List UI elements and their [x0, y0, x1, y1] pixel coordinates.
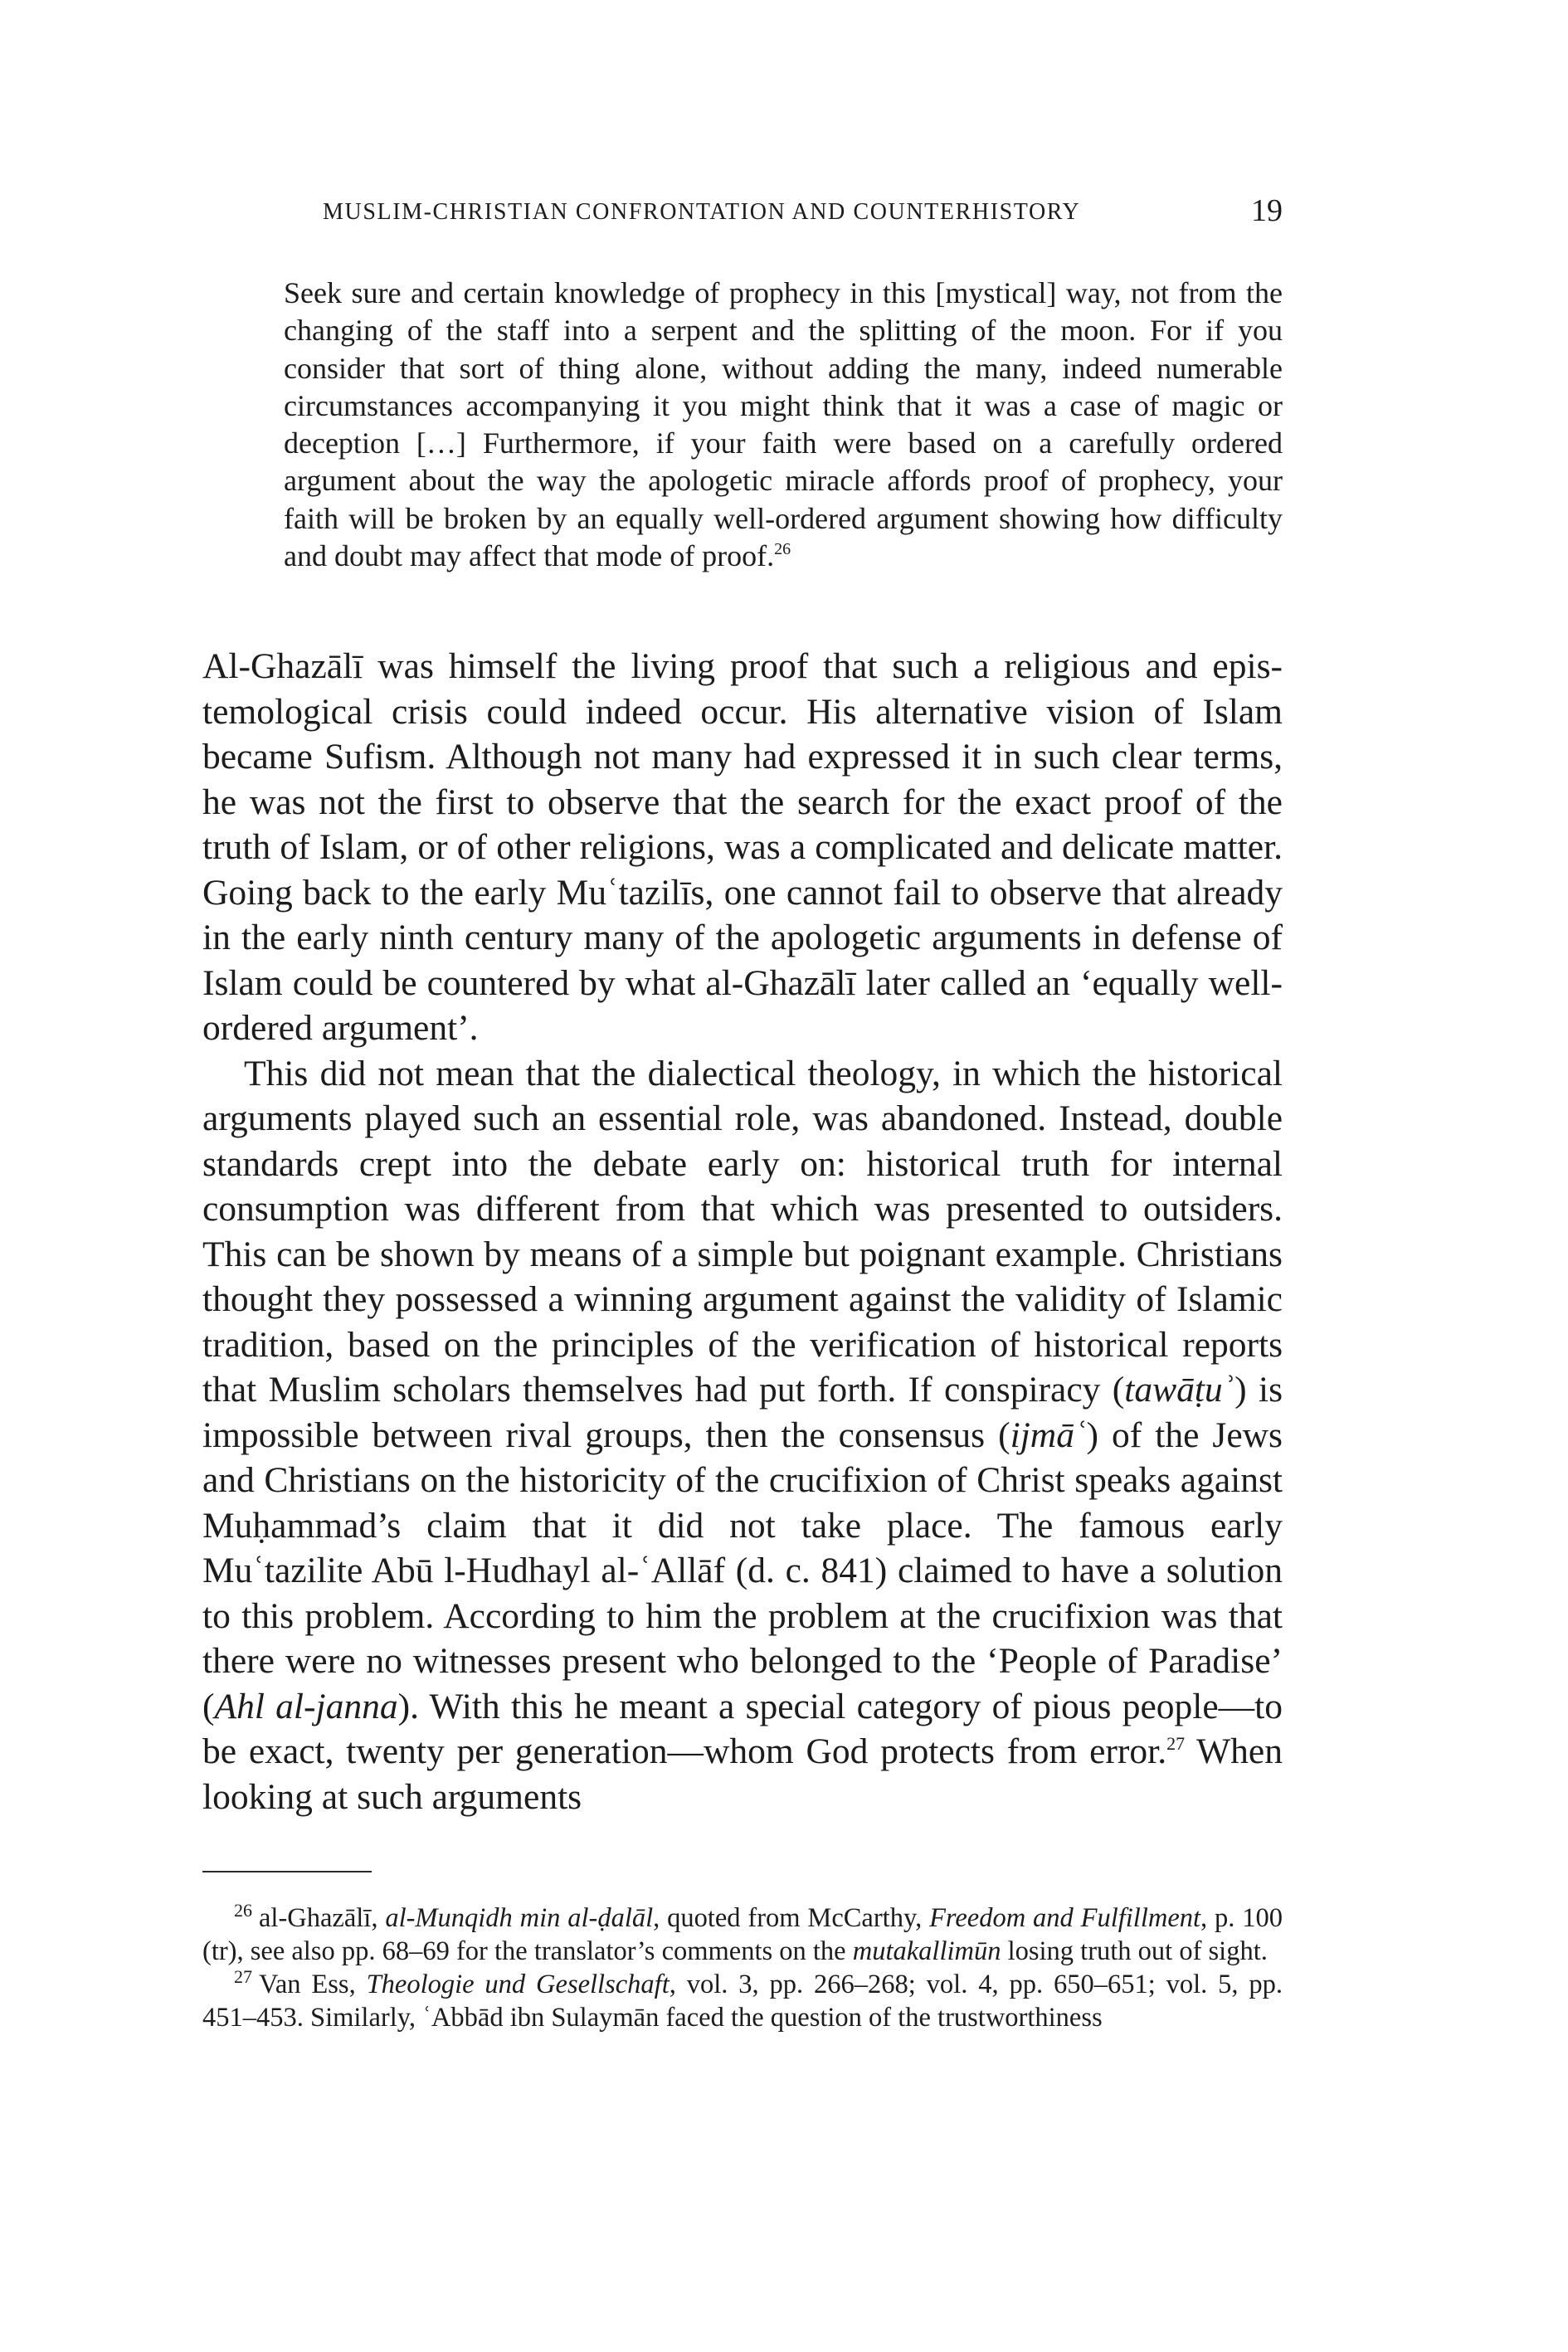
book-title: al-Munqidh min al-ḍalāl	[385, 1903, 654, 1933]
page-number: 19	[1251, 193, 1283, 228]
block-quote-text: Seek sure and certain knowledge of prophecy in this [mystical] way, not from the changing of the staff into a serpent and the splitting of the moon. For if you consider that sort of thing alone, without adding the many, indeed numerable circumstances accompanying it you might think that it was a case of magic or deception […] Furthermore, if your faith were based on a carefully ordered argument about the way the apologetic miracle affords proof of prophecy, your faith will be broken by an equally well-ordered argument showing how difficulty and doubt may affect that mode of proof.	[284, 276, 1283, 573]
footnote-text: al-Ghazālī,	[259, 1903, 386, 1933]
footnote-27	[202, 1968, 1283, 2034]
footnote-26	[202, 1902, 1283, 1968]
note-ref-27[interactable]: 27	[1166, 1733, 1186, 1754]
footnote-text: losing truth out of sight.	[1001, 1936, 1268, 1966]
term-ahl-al-janna: Ahl al-janna	[214, 1686, 398, 1726]
block-quote	[284, 275, 1283, 575]
note-ref-26[interactable]: 26	[774, 540, 791, 559]
term-tawatu: tawāṭuʾ	[1124, 1370, 1235, 1410]
paragraph-2	[202, 1051, 1283, 1820]
term-ijma: ijmāʿ	[1010, 1415, 1087, 1455]
paragraph-2-part-4: ). With this he meant a special category of pious people—to be exact, twenty per generation—whom God protects from error.	[202, 1686, 1283, 1771]
page-header	[202, 192, 1283, 234]
paragraph-1: Al-Ghazālī was himself the living proof that such a religious and epistemological crisis could indeed occur. His alternative vision of Islam became Sufism. Although not many had expressed it in such clear terms, he was not the first to observe that the search for the exact proof of the truth of Islam, or of other religions, was a complicated and delicate matter. Going back to the early Muʿtazilīs, one cannot fail to observe that already in the early ninth century many of the apologetic arguments in defense of Islam could be countered by what al-Ghazālī later called an ‘equally well-ordered argument’.	[202, 646, 1283, 1048]
term-mutakallimun: mutakallimūn	[852, 1936, 1001, 1966]
book-title: Freedom and Fulfillment	[929, 1903, 1201, 1933]
running-head: MUSLIM-CHRISTIAN CONFRONTATION AND COUNTERHISTORY	[323, 199, 1081, 225]
footnotes	[202, 1902, 1283, 2034]
footnote-text: , p. 100 (tr), see also pp. 68–69 for the translator’s comments on the	[202, 1903, 1283, 1966]
footnote-text: , quoted from McCarthy,	[653, 1903, 930, 1933]
footnote-text: Van Ess,	[259, 1970, 367, 1999]
paragraph-2-part-5: When looking at such arguments	[202, 1731, 1283, 1817]
footnote-text: , vol. 3, pp. 266–268; vol. 4, pp. 650–651; vol. 5, pp. 451–453. Similarly, ʿAbbād ibn Sulaymān faced the question of the trustworthiness	[202, 1970, 1283, 2033]
footnote-number: 27	[234, 1966, 252, 1987]
paragraph-2-part-1: This did not mean that the dialectical theology, in which the historical arguments played such an essential role, was abandoned. Instead, double standards crept into the debate early on: historical truth for internal consumption was different from that which was presented to outsiders. This can be shown by means of a simple but poignant example. Christians thought they possessed a winning argument against the validity of Islamic tradition, based on the principles of the verification of historical reports that Muslim scholars themselves had put forth. If conspiracy (	[202, 1053, 1283, 1410]
main-text	[202, 644, 1283, 1819]
paragraph-2-part-2: ) is impossible between rival groups, then the consensus (	[202, 1370, 1283, 1455]
footnote-number: 26	[234, 1900, 252, 1921]
footnote-rule	[202, 1871, 372, 1872]
paragraph-2-part-3: ) of the Jews and Christians on the historicity of the crucifixion of Christ speaks against Muḥammad’s claim that it did not take place. The famous early Muʿtazilite Abū l-Hudhayl al-ʿAllāf (d. c. 841) claimed to have a solution to this problem. According to him the problem at the crucifixion was that there were no witnesses present who belonged to the ‘People of Paradise’ (	[202, 1415, 1283, 1726]
book-title: Theologie und Gesellschaft	[366, 1970, 670, 1999]
